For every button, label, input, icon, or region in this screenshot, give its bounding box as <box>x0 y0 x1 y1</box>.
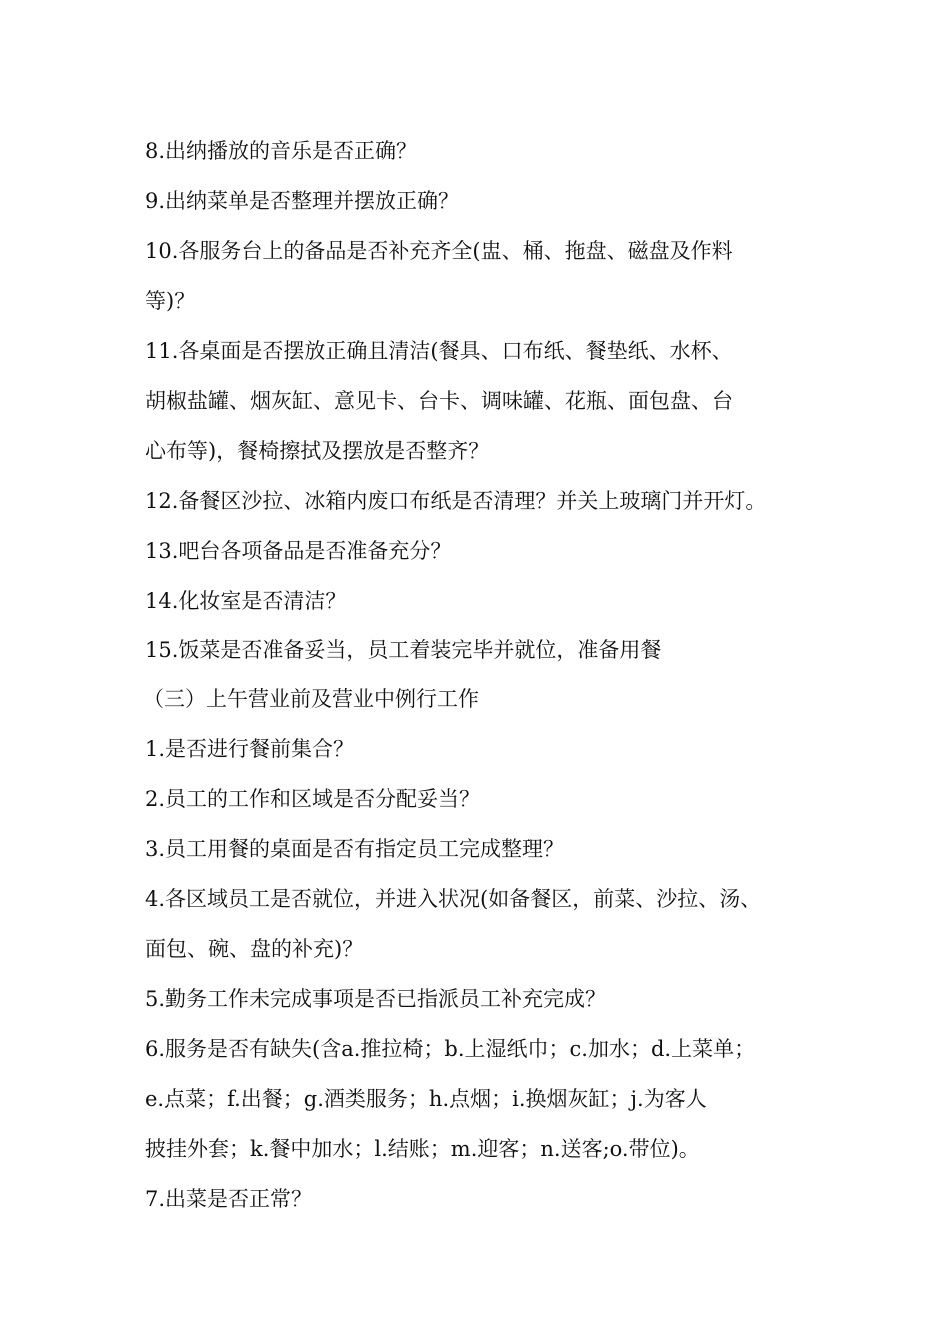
text-line: 6.服务是否有缺失(含a.推拉椅；b.上湿纸巾；c.加水；d.上菜单； <box>145 1037 756 1061</box>
text-line: 14.化妆室是否清洁？ <box>145 589 347 613</box>
section-heading: （三）上午营业前及营业中例行工作 <box>143 687 479 711</box>
text-line: 心布等)，餐椅擦拭及摆放是否整齐？ <box>145 439 490 463</box>
text-line: 10.各服务台上的备品是否补充齐全(盅、桶、拖盘、磁盘及作料 <box>145 239 733 263</box>
text-line: 11.各桌面是否摆放正确且清洁(餐具、口布纸、餐垫纸、水杯、 <box>145 339 733 363</box>
text-line: e.点菜；f.出餐；g.酒类服务；h.点烟；i.换烟灰缸；j.为客人 <box>145 1087 707 1111</box>
text-line: 胡椒盐罐、烟灰缸、意见卡、台卡、调味罐、花瓶、面包盘、台 <box>145 389 733 413</box>
text-line: 7.出菜是否正常？ <box>145 1187 313 1211</box>
text-line: 披挂外套；k.餐中加水；l.结账；m.迎客；n.送客;o.带位)。 <box>145 1137 700 1161</box>
text-line: 4.各区域员工是否就位，并进入状况(如备餐区，前菜、沙拉、汤、 <box>145 887 762 911</box>
text-line: 13.吧台各项备品是否准备充分？ <box>145 539 452 563</box>
text-line: 12.备餐区沙拉、冰箱内废口布纸是否清理？并关上玻璃门并开灯。 <box>145 489 767 513</box>
text-line: 8.出纳播放的音乐是否正确？ <box>145 139 418 163</box>
text-line: 等)？ <box>145 289 196 313</box>
text-line: 1.是否进行餐前集合？ <box>145 737 355 761</box>
text-line: 面包、碗、盘的补充)？ <box>145 937 364 961</box>
text-line: 5.勤务工作未完成事项是否已指派员工补充完成？ <box>145 987 607 1011</box>
text-line: 9.出纳菜单是否整理并摆放正确？ <box>145 189 460 213</box>
text-line: 3.员工用餐的桌面是否有指定员工完成整理？ <box>145 837 565 861</box>
text-line: 2.员工的工作和区域是否分配妥当？ <box>145 787 481 811</box>
text-line: 15.饭菜是否准备妥当，员工着装完毕并就位，准备用餐 <box>145 638 662 662</box>
